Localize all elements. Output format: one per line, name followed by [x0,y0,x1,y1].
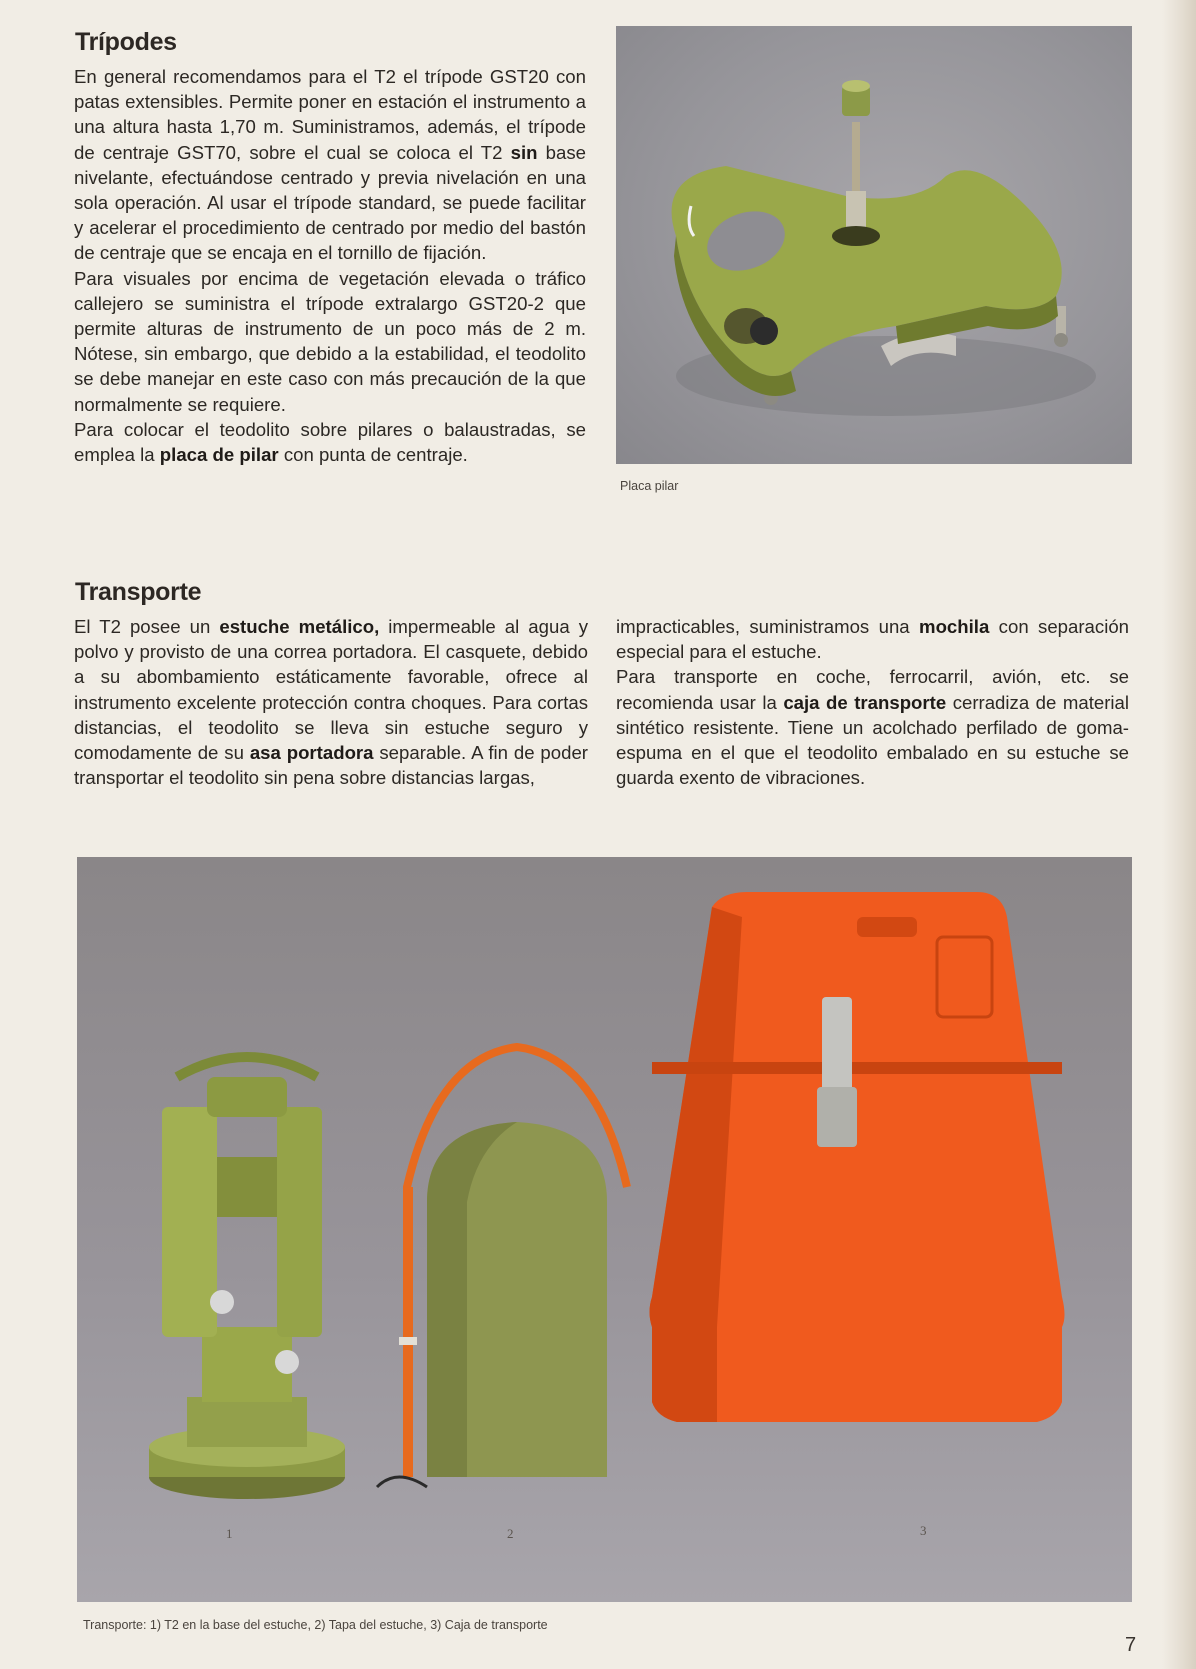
transporte-text-left [74,614,588,790]
transporte-illustration [77,857,1132,1602]
transport-case-object [650,892,1065,1422]
object-label-1: 1 [226,1526,233,1541]
placa-pilar-photo [616,26,1132,464]
transporte-caption: Transporte: 1) T2 en la base del estuche, 2) Tapa del estuche, 3) Caja de transporte [83,1618,548,1632]
tripodes-text [74,64,586,467]
tripodes-paragraph-2: Para visuales por encima de vegetación elevada o tráfico callejero se suministra el trípode extralargo GST20-2 que permite alturas de instrumento de un poco más de 2 m. Nótese, sin embargo, que debido a la estabilidad, el teodolito se debe manejar en este caso con más precaución de la que normalmente se requiere. [74,267,586,415]
transporte-heading: Transporte [75,578,202,606]
tripodes-paragraph-3: Para colocar el teodolito sobre pilares o balaustradas, se emplea la placa de pilar con punta de centraje. [74,418,586,466]
transporte-paragraph-right-1: impracticables, suministramos una mochila con separación especial para el estuche. [616,616,1130,663]
placa-pilar-caption: Placa pilar [620,479,679,493]
tripodes-heading: Trípodes [75,28,177,56]
paper-edge [1162,0,1196,1669]
transporte-text-right [616,614,1129,790]
transporte-photo [77,857,1132,1602]
placa-pilar-illustration [616,26,1132,464]
transporte-paragraph-left: El T2 posee un estuche metálico, impermeable al agua y polvo y provisto de una correa portadora. El casquete, debido a su abombamiento estáticamente favorable, ofrece al instrumento excelente protección contra choques. Para cortas distancias, el teodolito se lleva sin estuche seguro y comodamente de su asa portadora separable. A fin de poder transportar el teodolito sin pena sobre distancias largas, [74,616,588,789]
page-number: 7 [1125,1634,1137,1656]
object-label-2: 2 [507,1526,514,1541]
transporte-paragraph-right-2: Para transporte en coche, ferrocarril, avión, etc. se recomienda usar la caja de transporte cerradiza de material sintético resistente. Tiene un acolchado perfilado de goma-espuma en el que el teodolito embalado en su estuche se guarda exento de vibraciones. [616,666,1129,789]
case-cover-object [377,1047,627,1487]
object-label-3: 3 [920,1523,927,1538]
tripodes-paragraph-1: En general recomendamos para el T2 el trípode GST20 con patas extensibles. Permite poner en estación el instrumento a una altura hasta 1,70 m. Suministramos, además, el trípode de centraje GST70, sobre el cual se coloca el T2 sin base nivelante, efectuándose centrado y previa nivelación en una sola operación. Al usar el trípode standard, se puede facilitar y acelerar el procedimiento de centrado por medio del bastón de centraje que se encaja en el tornillo de fijación. [74,66,586,264]
theodolite-object [149,1057,345,1499]
